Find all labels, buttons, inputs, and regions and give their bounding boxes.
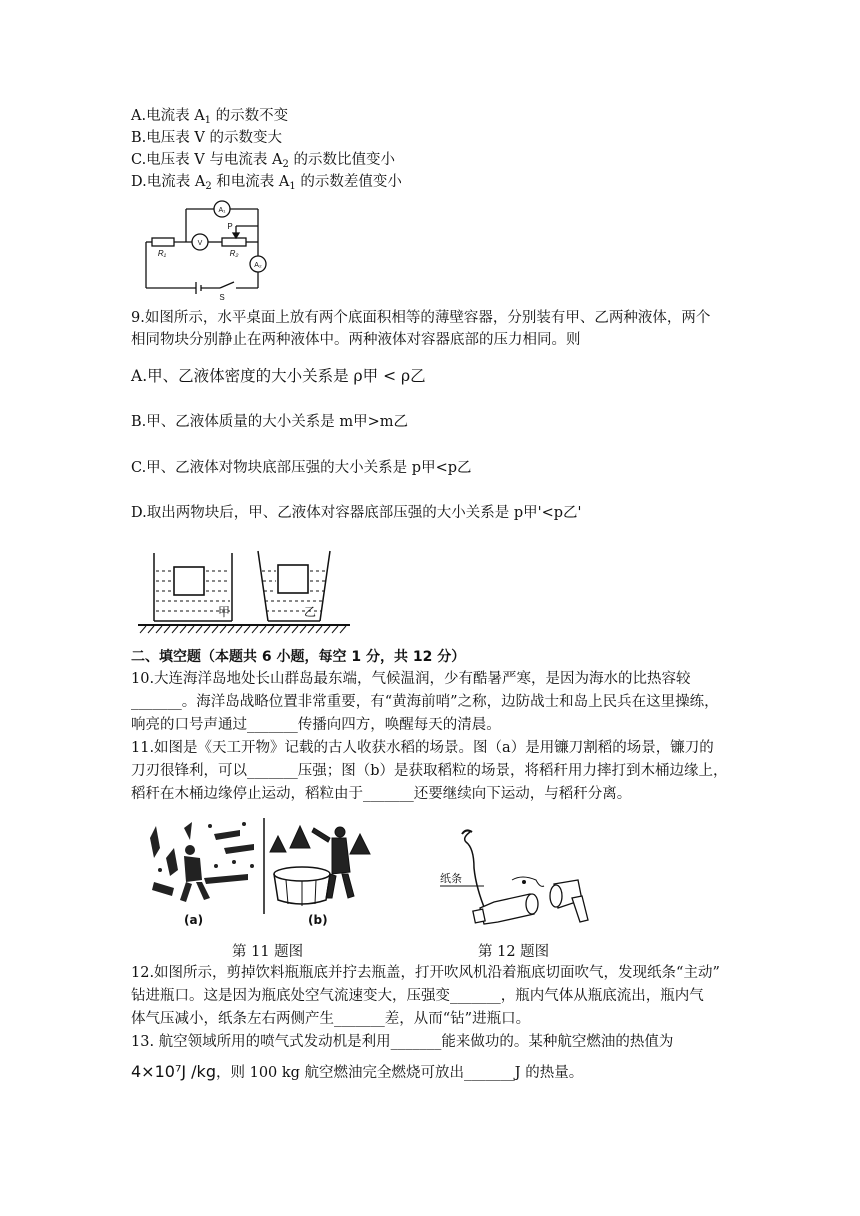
caption-fig12: 第 12 题图: [478, 944, 550, 960]
q9-stem-line1: 9.如图所示，水平桌面上放有两个底面积相等的薄壁容器，分别装有甲、乙两种液体，两个: [131, 310, 711, 326]
label-r1: R₁: [157, 249, 167, 258]
label-r2: R₂: [229, 249, 239, 258]
q11-line1: 11.如图是《天工开物》记载的古人收获水稻的场景。图（a）是用镰刀割稻的场景，镰刀的: [131, 740, 714, 756]
q10-line2: _______。海洋岛战略位置非常重要，有“黄海前哨”之称，边防战士和岛上民兵在这里操练，: [131, 694, 719, 710]
q8-option-a: A.电流表 $A_1$ 的示数不变: [131, 108, 289, 126]
q13-line1: 13. 航空领域所用的喷气式发动机是利用_______能来做功的。某种航空燃油的热值为: [131, 1034, 674, 1050]
label-fig-a: (a): [184, 913, 204, 927]
bottle-icon: [473, 894, 538, 924]
q10-line3: 响亮的口号声通过_______传播向四方，唤醒每天的清晨。: [131, 717, 501, 733]
q9-stem-line2: 相同物块分别静止在两种液体中。两种液体对容器底部的压力相同。则: [131, 332, 581, 348]
circuit-diagram: [140, 196, 270, 306]
q8-option-b: B.电压表 V 的示数变大: [131, 130, 282, 146]
hair-dryer-icon: [550, 880, 588, 922]
q12-line3: 体气压减小，纸条左右两侧产生_______差，从而“钻”进瓶口。: [131, 1011, 531, 1027]
q12-line2: 钻进瓶口。这是因为瓶底处空气流速变大，压强变_______，瓶内气体从瓶底流出，瓶内气: [131, 988, 704, 1004]
resistor-r2-icon: [222, 238, 246, 246]
caption-fig11: 第 11 题图: [232, 944, 304, 960]
q8-option-d: D.电流表 $A_2$ 和电流表 $A_1$ 的示数差值变小: [131, 174, 402, 192]
label-paper-strip: 纸条: [440, 872, 462, 885]
q9-option-a: A.甲、乙液体密度的大小关系是 ρ甲 < ρ乙: [131, 367, 426, 385]
q8-option-c: C.电压表 V 与电流表 $A_2$ 的示数比值变小: [131, 152, 395, 170]
q10-line1: 10.大连海洋岛地处长山群岛最东端，气候温润，少有酷暑严寒，是因为海水的比热容较: [131, 671, 691, 687]
containers-diagram: [136, 545, 356, 635]
label-a1: A₁: [218, 207, 226, 214]
resistor-r1-icon: [152, 238, 174, 246]
label-fig-b: (b): [308, 913, 328, 927]
q12-line1: 12.如图所示，剪掉饮料瓶瓶底并拧去瓶盖，打开吹风机沿着瓶底切面吹气，发现纸条“主动”: [131, 965, 720, 981]
q9-option-c: C.甲、乙液体对物块底部压强的大小关系是 p甲<p乙: [131, 460, 472, 476]
figure-12-bottle-dryer: [440, 828, 600, 938]
label-s: S: [219, 293, 225, 302]
label-yi: 乙: [304, 605, 317, 619]
q9-option-d: D.取出两物块后，甲、乙液体对容器底部压强的大小关系是 p甲'<p乙': [131, 505, 582, 521]
figure-11-harvest-illustration: [144, 818, 384, 930]
label-p: P: [227, 222, 233, 231]
label-v: V: [197, 240, 203, 247]
switch-icon: [220, 282, 234, 288]
q13-heat-value: 4×10⁷J /kg: [131, 1062, 216, 1081]
q11-line2: 刀刃很锋利，可以_______压强；图（b）是获取稻粒的场景，将稻秆用力摔打到木桶边缘上，: [131, 763, 728, 779]
q13-line2: 4×10⁷J /kg，则 100 kg 航空燃油完全燃烧可放出_______J 的热量。: [131, 1062, 584, 1081]
section-title: 二、填空题（本题共 6 小题，每空 1 分，共 12 分）: [131, 649, 466, 665]
label-jia: 甲: [218, 605, 231, 619]
q9-option-b: B.甲、乙液体质量的大小关系是 m甲>m乙: [131, 414, 409, 430]
label-a2: A₂: [254, 262, 262, 269]
q11-line3: 稻秆在木桶边缘停止运动，稻粒由于_______还要继续向下运动，与稻秆分离。: [131, 786, 632, 802]
